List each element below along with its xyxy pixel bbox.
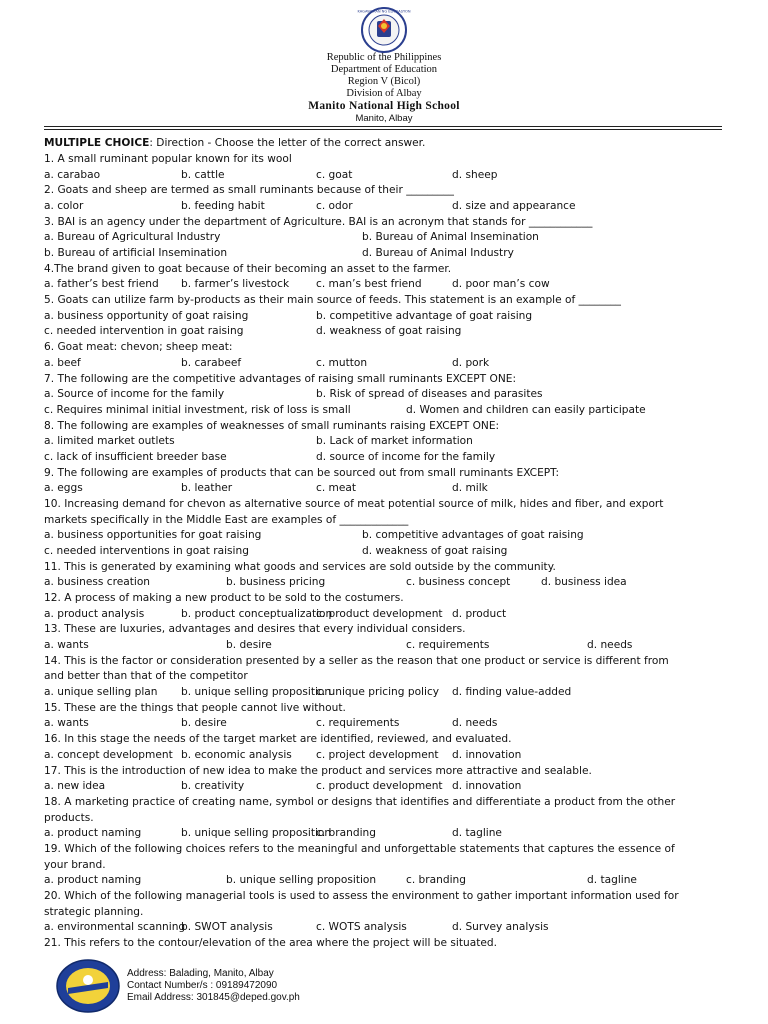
answer-option: d. source of income for the family: [316, 450, 496, 463]
answer-option: d. milk: [452, 482, 488, 495]
answer-option: c. project development: [316, 748, 439, 761]
question-text: 13. These are luxuries, advantages and desires that every individual considers.: [44, 623, 466, 636]
answer-option: d. needs: [452, 717, 498, 730]
answer-option: a. business opportunities for goat raising: [44, 529, 262, 542]
answer-option: c. product development: [316, 607, 443, 620]
answer-choices: [0, 387, 768, 403]
question-text: and better than that of the competitor: [44, 670, 248, 683]
instructions: [44, 136, 724, 152]
question-text: 12. A process of making a new product to be sold to the costumers.: [44, 592, 404, 605]
answer-option: d. Survey analysis: [452, 921, 549, 934]
answer-option: b. creativity: [181, 780, 245, 793]
answer-choices: [0, 230, 768, 246]
answer-option: a. wants: [44, 639, 89, 652]
answer-choices: [0, 246, 768, 262]
answer-option: d. Bureau of Animal Industry: [362, 247, 514, 260]
answer-choices: [0, 356, 768, 372]
answer-option: a. beef: [44, 356, 81, 369]
header-division: Division of Albay: [346, 88, 422, 99]
answer-choices: [0, 324, 768, 340]
answer-option: b. unique selling proposition: [181, 827, 332, 840]
deped-seal-logo: [349, 6, 419, 54]
answer-option: b. desire: [226, 639, 272, 652]
answer-choices: [0, 873, 768, 889]
answer-option: a. concept development: [44, 748, 173, 761]
answer-option: a. limited market outlets: [44, 435, 175, 448]
answer-choices: [0, 450, 768, 466]
answer-option: b. leather: [181, 482, 233, 495]
answer-option: c. requirements: [316, 717, 400, 730]
answer-option: a. business creation: [44, 576, 151, 589]
answer-option: c. man’s best friend: [316, 278, 422, 291]
answer-option: a. business opportunity of goat raising: [44, 309, 249, 322]
question-text: 8. The following are examples of weaknesses of small ruminants raising EXCEPT ONE:: [44, 419, 500, 432]
instructions-text: : Direction - Choose the letter of the correct answer.: [149, 137, 426, 149]
answer-option: a. product analysis: [44, 607, 145, 620]
answer-option: c. requirements: [406, 639, 490, 652]
question-text: 5. Goats can utilize farm by-products as their main source of feeds. This statement is an example of ________: [44, 294, 621, 307]
answer-choices: [0, 168, 768, 184]
svg-text:KAGAWARAN NG EDUKASYON: KAGAWARAN NG EDUKASYON: [357, 9, 411, 14]
answer-option: d. needs: [587, 639, 633, 652]
answer-option: b. SWOT analysis: [181, 921, 273, 934]
answer-option: c. odor: [316, 200, 353, 213]
answer-option: b. unique selling proposition: [181, 686, 332, 699]
answer-option: d. business idea: [541, 576, 627, 589]
question-text: 10. Increasing demand for chevon as alternative source of meat potential source of milk, hides and fiber, and export: [44, 497, 664, 510]
answer-choices: [0, 309, 768, 325]
answer-option: d. innovation: [452, 780, 522, 793]
answer-option: b. Risk of spread of diseases and parasites: [316, 388, 543, 401]
question-text: 16. In this stage the needs of the target market are identified, reviewed, and evaluated.: [44, 733, 512, 746]
header-location: Manito, Albay: [355, 113, 413, 124]
answer-option: a. unique selling plan: [44, 686, 158, 699]
answer-choices: [0, 607, 768, 623]
answer-choices: [0, 716, 768, 732]
answer-option: b. business pricing: [226, 576, 326, 589]
answer-option: c. business concept: [406, 576, 511, 589]
answer-option: c. unique pricing policy: [316, 686, 440, 699]
answer-option: d. product: [452, 607, 507, 620]
answer-option: b. product conceptualization: [181, 607, 333, 620]
answer-choices: [0, 403, 768, 419]
question-text: 14. This is the factor or consideration presented by a seller as the reason that one product or service is different from: [44, 654, 669, 667]
answer-choices: [0, 199, 768, 215]
answer-choices: [0, 481, 768, 497]
answer-option: b. feeding habit: [181, 200, 265, 213]
question-text: 9. The following are examples of products that can be sourced out from small ruminants EXCEPT:: [44, 466, 560, 479]
question-text: 17. This is the introduction of new idea to make the product and services more attractive and sealable.: [44, 764, 592, 777]
answer-option: d. Women and children can easily participate: [406, 403, 646, 416]
answer-option: c. branding: [406, 874, 466, 887]
answer-option: d. innovation: [452, 748, 522, 761]
header-republic: Republic of the Philippines: [326, 52, 442, 63]
answer-option: d. size and appearance: [452, 200, 576, 213]
school-logo: [54, 958, 122, 1014]
answer-choices: [0, 575, 768, 591]
answer-option: d. pork: [452, 356, 490, 369]
answer-option: b. Bureau of artificial Insemination: [44, 247, 228, 260]
answer-choices: [0, 779, 768, 795]
answer-option: b. farmer’s livestock: [181, 278, 290, 291]
answer-option: d. sheep: [452, 168, 498, 181]
answer-option: c. needed interventions in goat raising: [44, 545, 249, 557]
question-text: 21. This refers to the contour/elevation of the area where the project will be situated.: [44, 937, 497, 949]
answer-option: c. needed intervention in goat raising: [44, 325, 244, 338]
question-text: 15. These are the things that people cannot live without.: [44, 701, 346, 714]
question-text: markets specifically in the Middle East are examples of _____________: [44, 513, 409, 526]
answer-option: c. meat: [316, 482, 357, 495]
answer-option: d. finding value-added: [452, 686, 572, 699]
answer-option: d. tagline: [452, 827, 502, 840]
question-text: 1. A small ruminant popular known for its wool: [44, 153, 292, 165]
answer-option: a. Bureau of Agricultural Industry: [44, 231, 221, 244]
header-department: Department of Education: [330, 64, 438, 75]
answer-option: d. poor man’s cow: [452, 278, 550, 291]
answer-option: c. goat: [316, 168, 353, 181]
answer-option: b. economic analysis: [181, 748, 292, 761]
answer-option: d. tagline: [587, 874, 637, 887]
question-text: 11. This is generated by examining what goods and services are sold outside by the community.: [44, 560, 556, 573]
answer-option: b. competitive advantages of goat raising: [362, 529, 584, 542]
footer-address: Address: Balading, Manito, Albay: [127, 968, 274, 979]
answer-option: c. mutton: [316, 356, 368, 369]
answer-choices: [0, 748, 768, 764]
answer-choices: [0, 277, 768, 293]
answer-option: a. product naming: [44, 827, 142, 840]
question-text: 3. BAI is an agency under the department of Agriculture. BAI is an acronym that stands for ____________: [44, 215, 593, 228]
question-text: your brand.: [44, 858, 106, 871]
question-text: products.: [44, 811, 94, 824]
answer-option: a. environmental scanning: [44, 921, 186, 934]
answer-option: d. weakness of goat raising: [362, 545, 508, 557]
answer-option: b. Lack of market information: [316, 435, 473, 448]
answer-option: c. Requires minimal initial investment, risk of loss is small: [44, 403, 351, 416]
answer-option: b. carabeef: [181, 356, 242, 369]
answer-option: c. product development: [316, 780, 443, 793]
footer-email: Email Address: 301845@deped.gov.ph: [127, 992, 300, 1003]
answer-option: a. color: [44, 200, 84, 213]
question-text: 2. Goats and sheep are termed as small ruminants because of their _________: [44, 184, 454, 197]
answer-option: d. weakness of goat raising: [316, 325, 462, 338]
question-text: 7. The following are the competitive advantages of raising small ruminants EXCEPT ONE:: [44, 372, 517, 385]
footer-contact: Contact Number/s : 09189472090: [127, 980, 278, 991]
answer-choices: [0, 434, 768, 450]
answer-option: c. branding: [316, 827, 376, 840]
answer-option: b. unique selling proposition: [226, 874, 377, 887]
answer-option: a. wants: [44, 717, 89, 730]
instructions-label: MULTIPLE CHOICE: [44, 137, 150, 149]
answer-option: b. Bureau of Animal Insemination: [362, 231, 539, 244]
question-text: 4.The brand given to goat because of their becoming an asset to the farmer.: [44, 262, 452, 275]
answer-choices: [0, 638, 768, 654]
answer-option: a. Source of income for the family: [44, 388, 225, 401]
header-region: Region V (Bicol): [347, 76, 421, 87]
question-text: 20. Which of the following managerial tools is used to assess the environment to gather important information used for: [44, 889, 679, 902]
answer-option: b. desire: [181, 717, 227, 730]
answer-choices: [0, 685, 768, 701]
header-divider: [44, 126, 722, 127]
answer-option: a. product naming: [44, 874, 142, 887]
question-text: 18. A marketing practice of creating name, symbol or designs that identifies and differentiate a product from the other: [44, 795, 676, 808]
answer-choices: [0, 544, 768, 560]
answer-option: a. father’s best friend: [44, 278, 159, 291]
answer-option: c. lack of insufficient breeder base: [44, 450, 227, 463]
header-school-name: Manito National High School: [308, 100, 460, 112]
answer-choices: [0, 528, 768, 544]
answer-choices: [0, 826, 768, 842]
question-text: 19. Which of the following choices refers to the meaningful and unforgettable statements that captures the essence of: [44, 842, 675, 855]
answer-option: a. eggs: [44, 482, 83, 495]
question-text: 6. Goat meat: chevon; sheep meat:: [44, 341, 233, 354]
header-divider-2: [44, 129, 722, 130]
answer-option: b. cattle: [181, 168, 225, 181]
answer-option: b. competitive advantage of goat raising: [316, 309, 533, 322]
question-text: strategic planning.: [44, 905, 144, 918]
answer-option: a. carabao: [44, 168, 101, 181]
answer-option: a. new idea: [44, 780, 106, 793]
answer-option: c. WOTS analysis: [316, 921, 407, 934]
answer-choices: [0, 920, 768, 936]
